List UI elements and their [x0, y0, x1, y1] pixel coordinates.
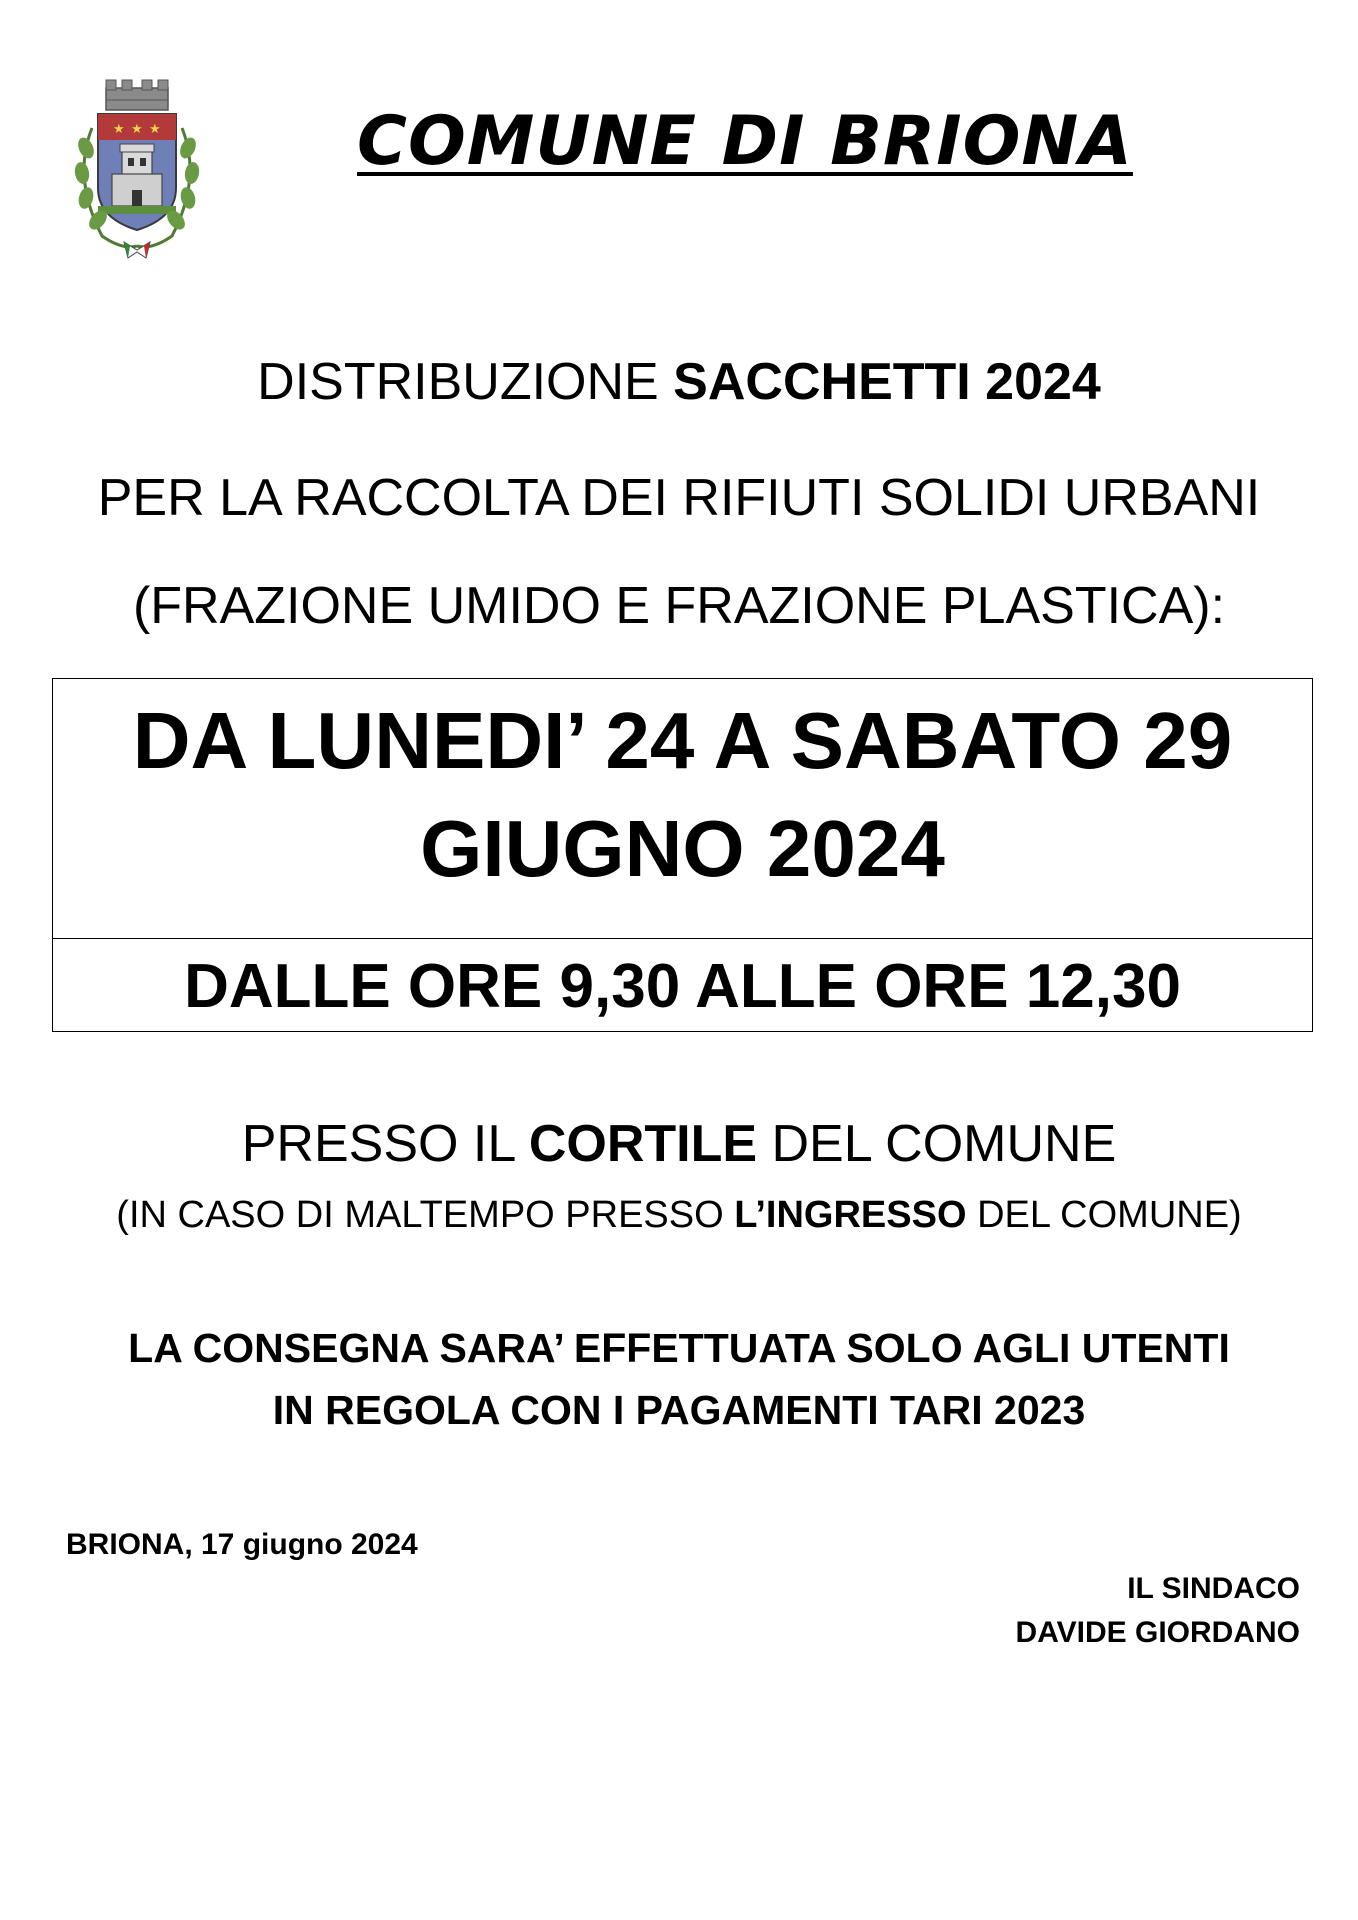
location-prefix: PRESSO IL [241, 1115, 529, 1173]
delivery-notice-line1: LA CONSEGNA SARA’ EFFETTUATA SOLO AGLI UTENTI [128, 1325, 1230, 1371]
location-alt-prefix: (IN CASO DI MALTEMPO PRESSO [116, 1194, 735, 1236]
date-range-line1: DA LUNEDI’ 24 A SABATO 29 [132, 696, 1233, 785]
location-alt-suffix: DEL COMUNE) [966, 1194, 1242, 1236]
delivery-notice-line2: IN REGOLA CON I PAGAMENTI TARI 2023 [272, 1387, 1086, 1433]
location-bold: CORTILE [528, 1115, 758, 1173]
place-and-date: BRIONA, 17 giugno 2024 [66, 1528, 418, 1561]
distribution-heading [0, 353, 1358, 411]
schedule-divider [53, 938, 1312, 939]
location-alt-bold: L’INGRESSO [734, 1194, 967, 1236]
distribution-heading-bold: SACCHETTI 2024 [673, 353, 1101, 411]
schedule-box [52, 678, 1313, 1032]
collection-purpose: PER LA RACCOLTA DEI RIFIUTI SOLIDI URBANI [97, 469, 1261, 527]
location-suffix: DEL COMUNE [757, 1115, 1117, 1173]
signer-name: DAVIDE GIORDANO [1015, 1616, 1300, 1649]
svg-text:★: ★ [149, 122, 161, 137]
distribution-heading-prefix: DISTRIBUZIONE [257, 353, 674, 411]
svg-text:★: ★ [113, 122, 125, 137]
svg-text:★: ★ [131, 122, 143, 137]
opening-hours: DALLE ORE 9,30 ALLE ORE 12,30 [184, 952, 1181, 1021]
coat-of-arms-icon [62, 78, 212, 260]
location-alternative [0, 1196, 1358, 1234]
location-main [0, 1115, 1358, 1173]
waste-fractions: (FRAZIONE UMIDO E FRAZIONE PLASTICA): [132, 577, 1226, 635]
date-range-line2: GIUGNO 2024 [420, 804, 945, 893]
page-title: COMUNE DI BRIONA [357, 102, 1133, 181]
signer-role: IL SINDACO [1127, 1572, 1300, 1605]
